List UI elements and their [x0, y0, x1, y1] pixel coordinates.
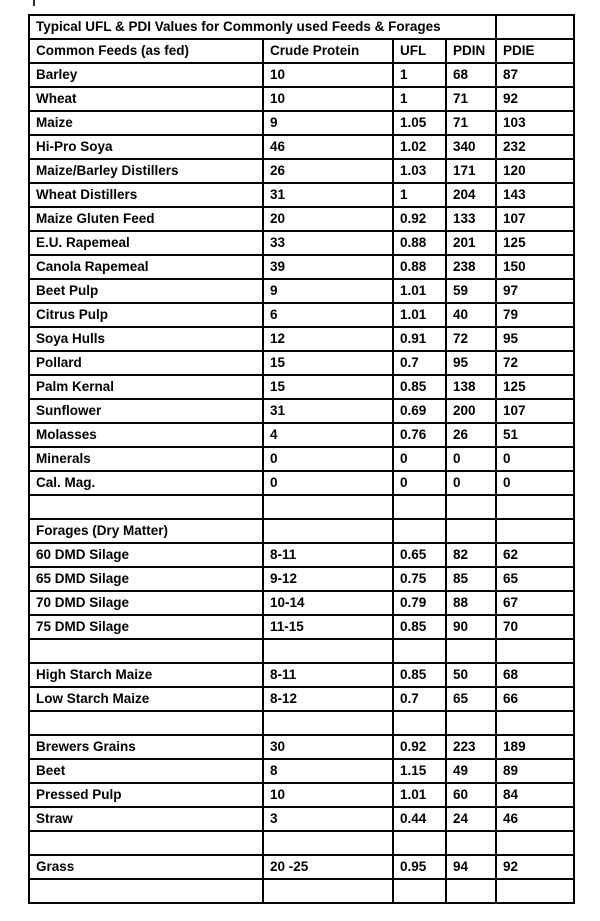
table-cell: 107 — [496, 399, 574, 423]
table-cell: 26 — [446, 423, 496, 447]
table-cell: Grass — [29, 855, 263, 879]
table-row — [29, 711, 574, 735]
table-cell: 89 — [496, 759, 574, 783]
table-cell — [29, 495, 263, 519]
table-cell: 70 — [496, 615, 574, 639]
table-cell: 95 — [446, 351, 496, 375]
table-cell: 60 DMD Silage — [29, 543, 263, 567]
table-row — [29, 807, 574, 831]
column-header-pdin: PDIN — [446, 39, 496, 63]
table-cell: 0.65 — [393, 543, 446, 567]
table-row — [29, 519, 574, 543]
table-cell: 138 — [446, 375, 496, 399]
table-cell: 97 — [496, 279, 574, 303]
table-cell — [393, 711, 446, 735]
table-row — [29, 567, 574, 591]
table-cell: High Starch Maize — [29, 663, 263, 687]
table-cell: 72 — [496, 351, 574, 375]
table-cell: 0.44 — [393, 807, 446, 831]
table-cell: 71 — [446, 111, 496, 135]
table-cell: 24 — [446, 807, 496, 831]
table-cell: 94 — [446, 855, 496, 879]
table-cell: 10 — [263, 87, 393, 111]
table-cell: Wheat Distillers — [29, 183, 263, 207]
table-cell — [263, 879, 393, 903]
table-row — [29, 495, 574, 519]
table-cell: 79 — [496, 303, 574, 327]
table-cell: 0 — [446, 471, 496, 495]
table-cell — [29, 879, 263, 903]
table-row — [29, 735, 574, 759]
table-cell: 26 — [263, 159, 393, 183]
table-cell: 20 -25 — [263, 855, 393, 879]
table-cell: 232 — [496, 135, 574, 159]
table-cell: 0.95 — [393, 855, 446, 879]
table-row — [29, 447, 574, 471]
table-cell — [446, 639, 496, 663]
table-cell — [446, 519, 496, 543]
table-cell: Canola Rapemeal — [29, 255, 263, 279]
table-cell: 0.79 — [393, 591, 446, 615]
table-cell: 10 — [263, 63, 393, 87]
table-cell: 46 — [263, 135, 393, 159]
table-cell: 0.88 — [393, 231, 446, 255]
table-cell: 204 — [446, 183, 496, 207]
table-cell: 189 — [496, 735, 574, 759]
table-cell: 133 — [446, 207, 496, 231]
table-cell: 68 — [446, 63, 496, 87]
table-title-row — [29, 15, 574, 39]
table-cell: 0 — [263, 471, 393, 495]
table-cell: 171 — [446, 159, 496, 183]
table-row — [29, 591, 574, 615]
table-cell: 92 — [496, 87, 574, 111]
table-cell: Pollard — [29, 351, 263, 375]
page-edge-artifact — [33, 0, 35, 6]
table-cell: E.U. Rapemeal — [29, 231, 263, 255]
table-cell — [263, 639, 393, 663]
table-cell: 0 — [263, 447, 393, 471]
table-cell — [393, 495, 446, 519]
table-cell — [496, 519, 574, 543]
table-cell: 143 — [496, 183, 574, 207]
table-cell: Minerals — [29, 447, 263, 471]
table-cell: 65 DMD Silage — [29, 567, 263, 591]
table-cell — [496, 831, 574, 855]
table-cell: Beet Pulp — [29, 279, 263, 303]
table-cell: 0.7 — [393, 351, 446, 375]
table-row — [29, 303, 574, 327]
table-cell: 51 — [496, 423, 574, 447]
table-cell: 90 — [446, 615, 496, 639]
table-cell: 0.91 — [393, 327, 446, 351]
table-row — [29, 399, 574, 423]
table-cell: 0 — [496, 447, 574, 471]
table-cell — [263, 495, 393, 519]
table-row — [29, 471, 574, 495]
table-cell: 6 — [263, 303, 393, 327]
table-cell: 72 — [446, 327, 496, 351]
table-cell: 0.75 — [393, 567, 446, 591]
table-cell: Maize — [29, 111, 263, 135]
table-cell — [446, 711, 496, 735]
table-row — [29, 135, 574, 159]
table-row — [29, 255, 574, 279]
table-row — [29, 759, 574, 783]
table-cell — [29, 831, 263, 855]
table-cell — [496, 639, 574, 663]
table-cell: 1 — [393, 183, 446, 207]
table-row — [29, 87, 574, 111]
table-cell: Palm Kernal — [29, 375, 263, 399]
table-cell — [496, 495, 574, 519]
table-row — [29, 639, 574, 663]
table-cell: Barley — [29, 63, 263, 87]
table-cell: 88 — [446, 591, 496, 615]
table-cell: 0.85 — [393, 375, 446, 399]
table-cell: 0.85 — [393, 663, 446, 687]
table-row — [29, 231, 574, 255]
table-cell: 8-11 — [263, 663, 393, 687]
table-cell: 9 — [263, 279, 393, 303]
table-row — [29, 831, 574, 855]
table-cell: 0.92 — [393, 207, 446, 231]
table-cell: 10-14 — [263, 591, 393, 615]
table-cell: Wheat — [29, 87, 263, 111]
table-cell: 15 — [263, 375, 393, 399]
table-cell: 68 — [496, 663, 574, 687]
table-cell: 0 — [393, 447, 446, 471]
table-cell: 59 — [446, 279, 496, 303]
table-cell: 62 — [496, 543, 574, 567]
table-cell: 3 — [263, 807, 393, 831]
table-cell — [446, 831, 496, 855]
table-cell: 1.02 — [393, 135, 446, 159]
table-cell: 0.76 — [393, 423, 446, 447]
table-cell: 31 — [263, 399, 393, 423]
table-cell: 87 — [496, 63, 574, 87]
table-cell: 70 DMD Silage — [29, 591, 263, 615]
table-row — [29, 855, 574, 879]
table-cell: 200 — [446, 399, 496, 423]
table-cell: 9 — [263, 111, 393, 135]
table-header-row — [29, 39, 574, 63]
table-cell: 95 — [496, 327, 574, 351]
table-title-empty-cell — [496, 15, 574, 39]
table-cell: 125 — [496, 231, 574, 255]
table-cell — [263, 831, 393, 855]
table-row — [29, 663, 574, 687]
table-cell: 66 — [496, 687, 574, 711]
feeds-forages-table — [28, 14, 575, 904]
table-row — [29, 207, 574, 231]
table-cell: 1.15 — [393, 759, 446, 783]
table-cell: 107 — [496, 207, 574, 231]
table-cell: 0 — [496, 471, 574, 495]
table-cell — [29, 639, 263, 663]
table-cell: 82 — [446, 543, 496, 567]
column-header-crude-protein: Crude Protein — [263, 39, 393, 63]
table-cell: 8-11 — [263, 543, 393, 567]
column-header-pdie: PDIE — [496, 39, 574, 63]
table-cell — [29, 711, 263, 735]
table-cell: 4 — [263, 423, 393, 447]
table-cell: 10 — [263, 783, 393, 807]
table-row — [29, 879, 574, 903]
table-cell: Sunflower — [29, 399, 263, 423]
column-header-ufl: UFL — [393, 39, 446, 63]
table-cell: Cal. Mag. — [29, 471, 263, 495]
table-cell: Brewers Grains — [29, 735, 263, 759]
table-cell — [446, 879, 496, 903]
table-cell: Straw — [29, 807, 263, 831]
table-cell: 238 — [446, 255, 496, 279]
table-cell: Forages (Dry Matter) — [29, 519, 263, 543]
table-cell: 33 — [263, 231, 393, 255]
table-row — [29, 687, 574, 711]
table-row — [29, 111, 574, 135]
table-cell: Pressed Pulp — [29, 783, 263, 807]
table-cell: 120 — [496, 159, 574, 183]
table-cell: Beet — [29, 759, 263, 783]
table-cell: 1.01 — [393, 279, 446, 303]
table-row — [29, 375, 574, 399]
table-cell: 0.88 — [393, 255, 446, 279]
table-cell: Hi-Pro Soya — [29, 135, 263, 159]
table-cell: 65 — [446, 687, 496, 711]
table-cell — [393, 879, 446, 903]
table-cell: 65 — [496, 567, 574, 591]
table-cell: 1.01 — [393, 303, 446, 327]
table-cell — [446, 495, 496, 519]
table-cell: 8 — [263, 759, 393, 783]
table-cell — [496, 711, 574, 735]
table-cell: 84 — [496, 783, 574, 807]
table-cell: Molasses — [29, 423, 263, 447]
table-cell: Low Starch Maize — [29, 687, 263, 711]
table-cell: 30 — [263, 735, 393, 759]
table-cell: 340 — [446, 135, 496, 159]
table-cell: 85 — [446, 567, 496, 591]
table-cell: 67 — [496, 591, 574, 615]
table-cell: 1 — [393, 63, 446, 87]
table-row — [29, 279, 574, 303]
table-row — [29, 351, 574, 375]
table-row — [29, 543, 574, 567]
table-cell: 223 — [446, 735, 496, 759]
table-cell: 1.05 — [393, 111, 446, 135]
table-cell: 40 — [446, 303, 496, 327]
table-cell: 71 — [446, 87, 496, 111]
table-cell: 46 — [496, 807, 574, 831]
table-cell: 15 — [263, 351, 393, 375]
table-cell: 92 — [496, 855, 574, 879]
table-row — [29, 615, 574, 639]
table-cell: 150 — [496, 255, 574, 279]
table-cell — [263, 519, 393, 543]
table-cell — [496, 879, 574, 903]
table-cell: 0.85 — [393, 615, 446, 639]
table-cell: 9-12 — [263, 567, 393, 591]
table-cell: 0.92 — [393, 735, 446, 759]
table-row — [29, 183, 574, 207]
table-cell: 8-12 — [263, 687, 393, 711]
table-cell — [393, 639, 446, 663]
table-cell: Maize Gluten Feed — [29, 207, 263, 231]
table-row — [29, 159, 574, 183]
table-row — [29, 63, 574, 87]
table-cell — [393, 831, 446, 855]
table-cell: 125 — [496, 375, 574, 399]
table-cell: 0.69 — [393, 399, 446, 423]
table-cell: 31 — [263, 183, 393, 207]
column-header-common-feeds: Common Feeds (as fed) — [29, 39, 263, 63]
table-cell: 11-15 — [263, 615, 393, 639]
table-cell — [393, 519, 446, 543]
table-cell: Citrus Pulp — [29, 303, 263, 327]
table-cell: 0 — [446, 447, 496, 471]
table-cell: 20 — [263, 207, 393, 231]
table-cell: 75 DMD Silage — [29, 615, 263, 639]
table-title: Typical UFL & PDI Values for Commonly used Feeds & Forages — [29, 15, 496, 39]
table-cell — [263, 711, 393, 735]
table-cell: 1.03 — [393, 159, 446, 183]
table-cell: 39 — [263, 255, 393, 279]
table-cell: Maize/Barley Distillers — [29, 159, 263, 183]
table-body — [29, 63, 574, 903]
table-cell: 1.01 — [393, 783, 446, 807]
table-row — [29, 783, 574, 807]
table-row — [29, 423, 574, 447]
table-cell: 0.7 — [393, 687, 446, 711]
table-cell: 12 — [263, 327, 393, 351]
table-cell: 49 — [446, 759, 496, 783]
table-row — [29, 327, 574, 351]
table-cell: 103 — [496, 111, 574, 135]
table-cell: 50 — [446, 663, 496, 687]
table-cell: 201 — [446, 231, 496, 255]
table-cell: 1 — [393, 87, 446, 111]
table-cell: Soya Hulls — [29, 327, 263, 351]
table-cell: 60 — [446, 783, 496, 807]
table-cell: 0 — [393, 471, 446, 495]
